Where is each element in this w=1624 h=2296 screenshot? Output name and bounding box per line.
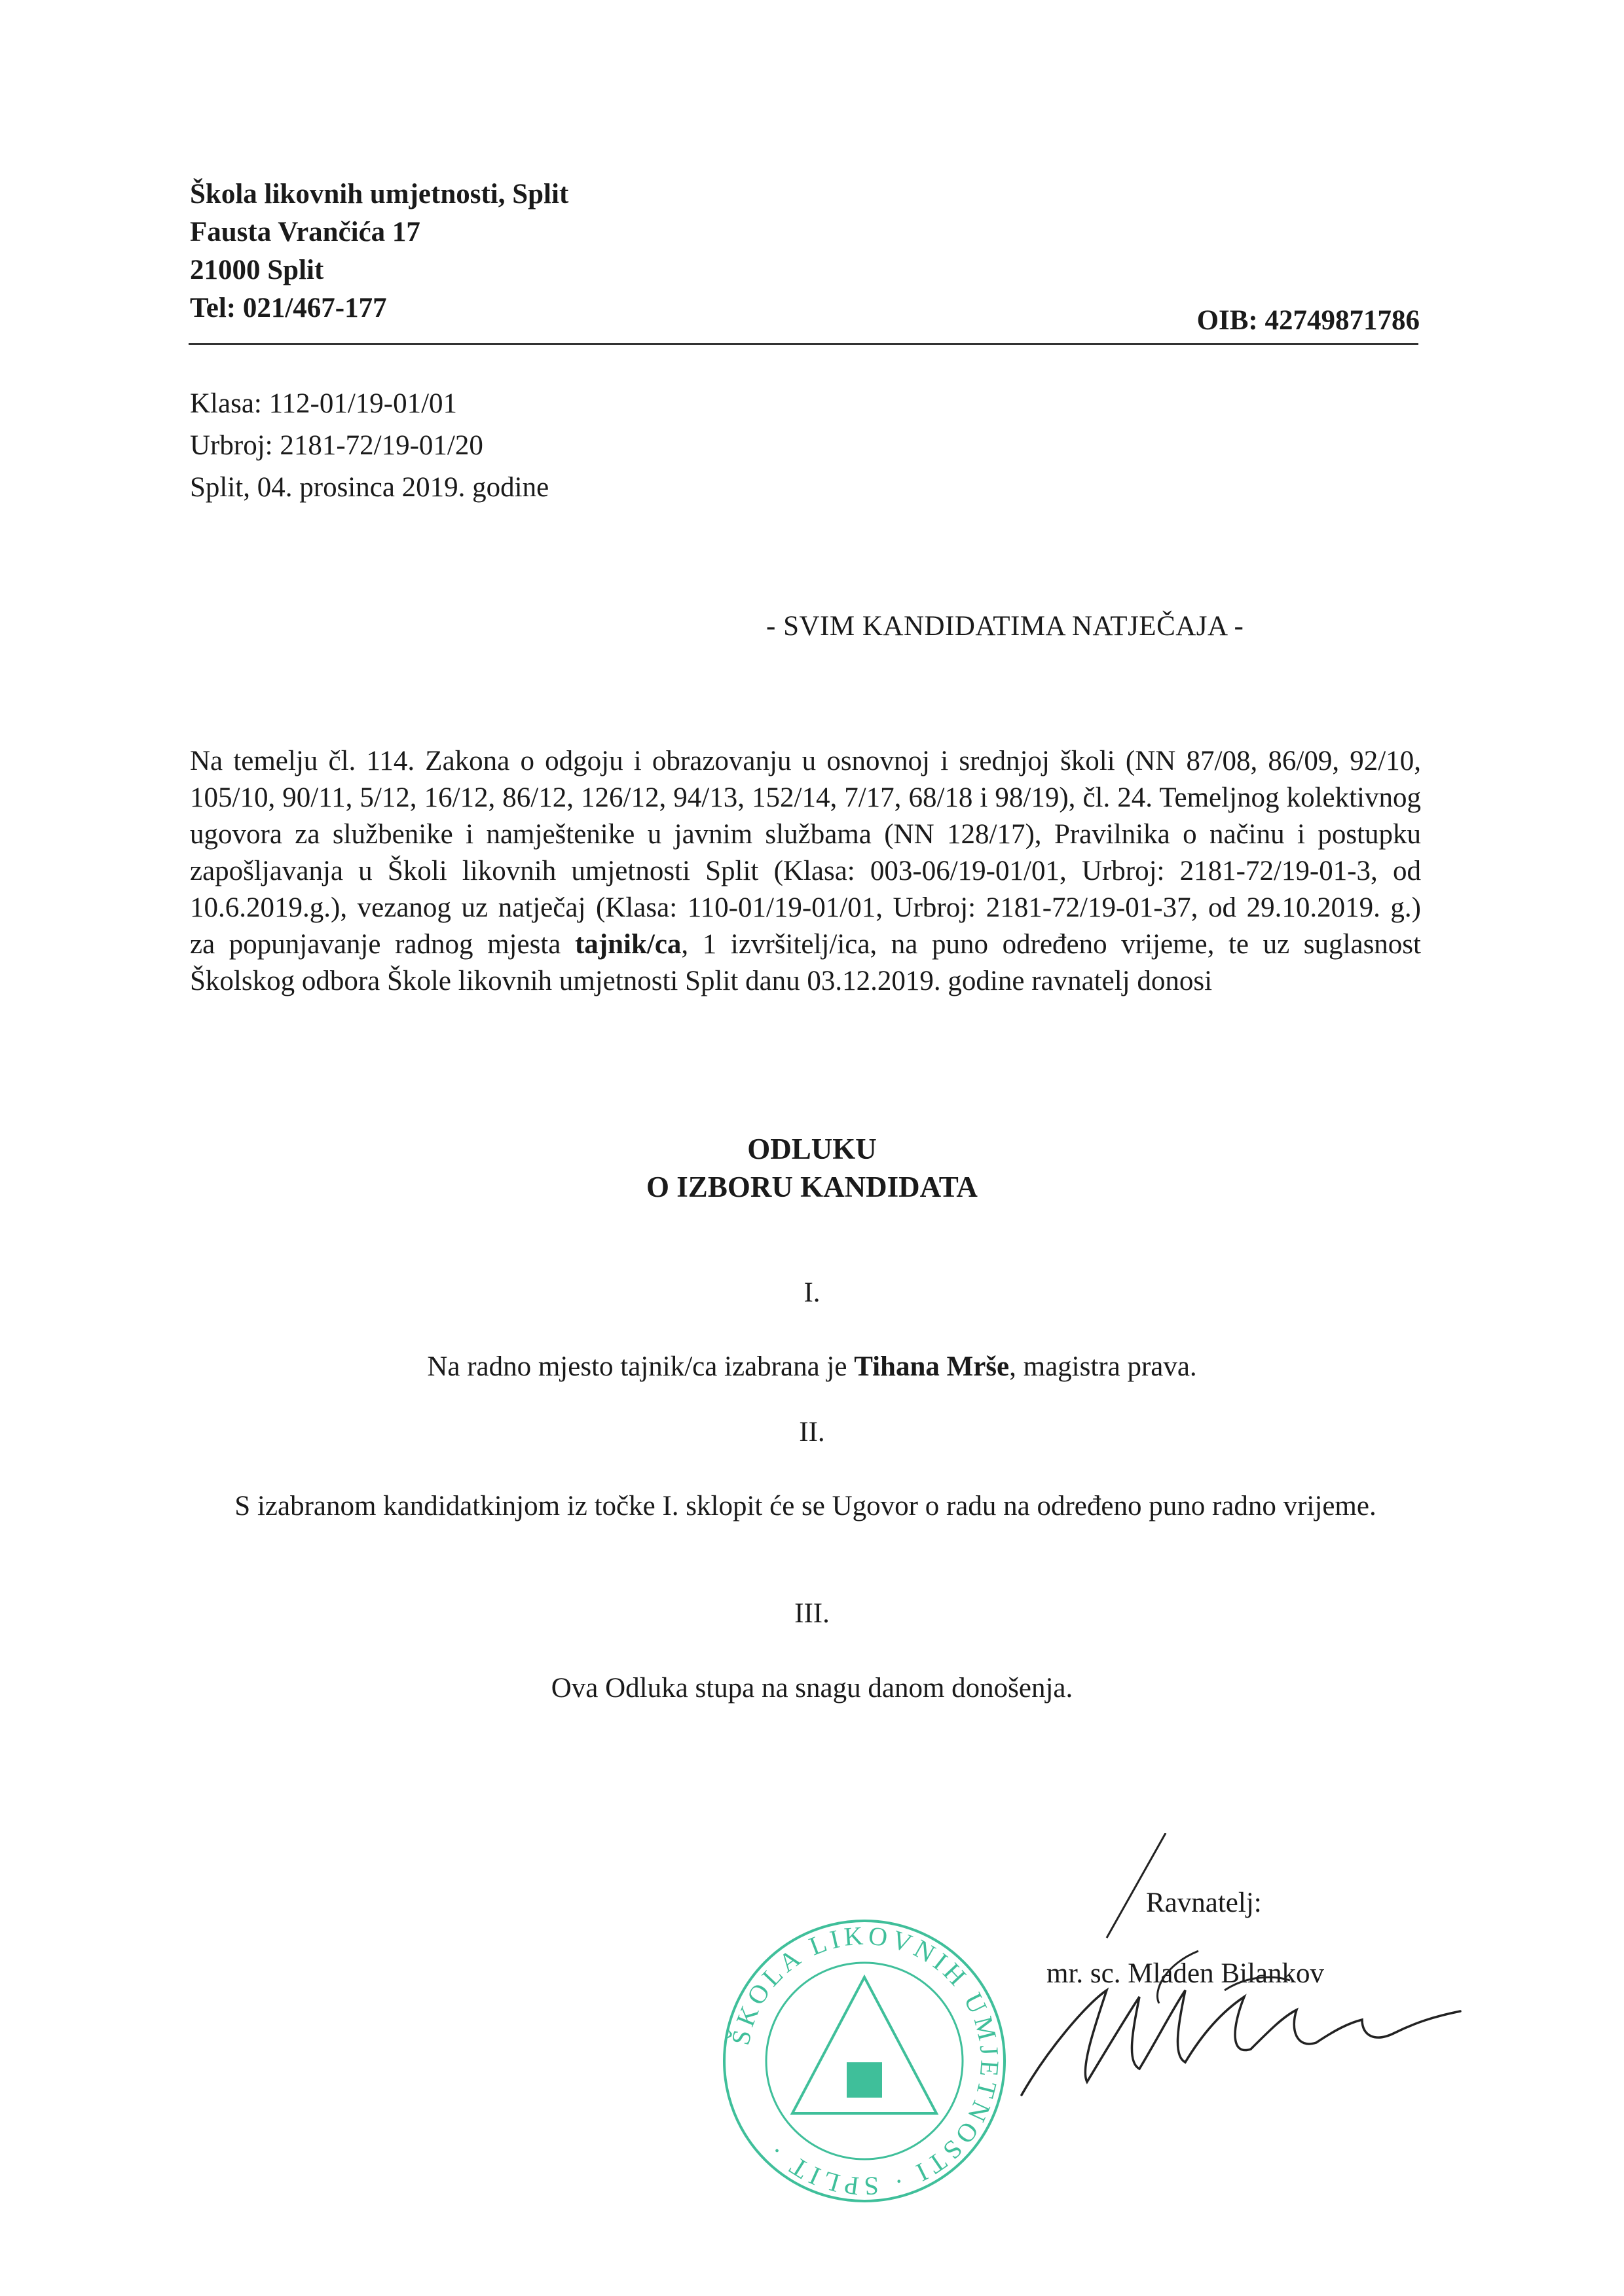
preamble-paragraph [190,743,1421,1000]
section-3-numeral: III. [794,1598,830,1629]
decision-subtitle: O IZBORU KANDIDATA [646,1171,978,1203]
school-stamp [720,1917,1008,2205]
signatory-role: Ravnatelj: [1146,1887,1262,1918]
section-1-text-after: , magistra prava. [1009,1351,1197,1382]
school-phone: Tel: 021/467-177 [190,293,387,323]
klasa: Klasa: 112-01/19-01/01 [190,388,458,419]
stamp-text: ŠKOLA LIKOVNIH UMJETNOSTI · SPLIT · [725,1920,1005,2202]
section-2-numeral: II. [799,1417,825,1448]
preamble-position: tajnik/ca [574,929,682,960]
school-oib: OIB: 42749871786 [1196,305,1420,336]
section-2-text: S izabranom kandidatkinjom iz točke I. sklopit će se Ugovor o radu na određeno puno radno vrijeme. [234,1491,1376,1522]
selected-candidate-name: Tihana Mrše [854,1351,1010,1382]
section-1-numeral: I. [803,1277,821,1308]
preamble-part1: Na temelju čl. 114. Zakona o odgoju i obrazovanju u osnovnoj i srednjoj školi (NN 87/08, 86/09, 92/10, 105/10, 90/11, 5/12, 16/12, 86/12, 126/12, 94/13, 152/14, 7/17, 68/18 i 98/19), čl. 24. Temeljnog kolektivnog ugovora za službenike i namještenike u javnim službama (NN 128/17), Pravilnika o načinu i postupku zapošljavanja u Školi likovnih umjetnosti Split (Klasa: 003-06/19-01/01, Urbroj: 2181-72/19-01-3, od 10.6.2019.g.), vezanog uz natječaj (Klasa: 110-01/19-01/01, Urbroj: 2181-72/19-01-37, od 29.10.2019. g.) za popunjavanje radnog mjesta [190,746,1421,960]
handwritten-signature [1008,1833,1480,2108]
school-street: Fausta Vrančića 17 [190,217,420,247]
school-city: 21000 Split [190,255,324,285]
header-divider [189,343,1418,345]
school-name: Škola likovnih umjetnosti, Split [190,179,569,210]
decision-title: ODLUKU [747,1133,877,1165]
preamble-part2: , 1 izvršitelj/ica, na puno određeno vrijeme, te uz suglasnost Školskog odbora Škole likovnih umjetnosti Split danu 03.12.2019. godine ravnatelj donosi [190,929,1421,996]
section-1-text [0,1347,1624,1387]
document-meta [190,383,549,509]
letterhead [190,175,568,327]
section-3-text: Ova Odluka stupa na snagu danom donošenja. [551,1673,1073,1704]
place-date: Split, 04. prosinca 2019. godine [190,472,549,503]
recipient-line: - SVIM KANDIDATIMA NATJEČAJA - [766,611,1244,642]
section-1-text-before: Na radno mjesto tajnik/ca izabrana je [427,1351,855,1382]
urbroj: Urbroj: 2181-72/19-01/20 [190,430,483,461]
signatory-name: mr. sc. Mladen Bilankov [1046,1958,1324,1989]
